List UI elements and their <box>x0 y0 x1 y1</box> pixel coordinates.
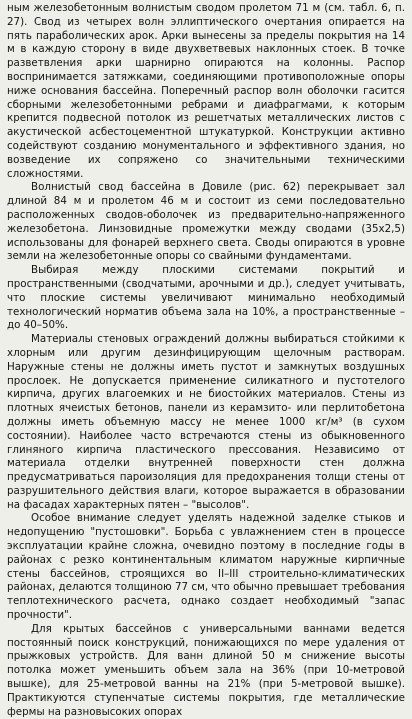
paragraph-1: ным железобетонным волнистым сводом пролетом 71 м (см. табл. 6, п. 27). Свод из четырех волн эллиптического очертания опирается на пять параболических арок. Арки вынесены за пределы покрытия на 14 м в каждую сторону в виде двухветвевых наклонных стоек. В точке разветвления арки шарнирно опираются на колонны. Распор воспринимается затяжками, соединяющими противоположные опоры ниже основания бассейна. Поперечный распор волн оболочки гасится сборными железобетонными ребрами и диафрагмами, к которым крепится подвесной потолок из решетчатых металлических листов с акустической асбестоцементной штукатуркой. Конструкции активно содействуют созданию монументального и эффективного здания, но возведение их сопряжено со значительными техническими сложностями. <box>7 2 405 180</box>
paragraph-3: Выбирая между плоскими системами покрытий и пространственными (сводчатыми, арочными и др.), следует учитывать, что плоские системы увеличивают минимально необходимый технологический норматив объема зала на 10%, а пространственные – до 40–50%. <box>7 264 405 332</box>
paragraph-5: Особое внимание следует уделять надежной заделке стыков и недопущению "пустошовки". Борьба с увлажнением стен в процессе эксплуатации крайне сложна, очевидно поэтому в последние годы в районах с резко континентальным климатом наружные кирпичные стены бассейнов, строящихся во II–III строительно-климатических районах, делаются толщиною 77 см, что обычно превышает требования теплотехнического расчета, однако создает необходимый "запас прочности". <box>7 512 405 622</box>
paragraph-6: Для крытых бассейнов с универсальными ваннами ведется постоянный поиск конструкций, понижающихся по мере удаления от прыжковых устройств. Для ванн длиной 50 м снижение высоты потолка может уменьшить объем зала на 36% (при 10-метровой вышке), для 25-метровой ванны на 21% (при 5-метровой вышке). Практикуются ступенчатые системы покрытия, где металлические фермы на разновысоких опорах <box>7 622 405 718</box>
paragraph-4: Материалы стеновых ограждений должны выбираться стойкими к хлорным или другим дезинфицирующим щелочным растворам. Наружные стены не должны иметь пустот и замкнутых воздушных прослоек. Не допускается применение силикатного и пустотелого кирпича, других влагоемких и не биостойких материалов. Стены из плотных ячеистых бетонов, панели из керамзито- или перлитобетона должны иметь объемную массу не менее 1000 кг/м³ (в сухом состоянии). Наиболее часто встречаются стены из обыкновенного глиняного кирпича пластического прессования. Независимо от материала отделки внутренней поверхности стен должна предусматриваться пароизоляция для предохранения толщи стены от разрушительного действия влаги, которое выражается в образовании на фасадах характерных пятен – "высолов". <box>7 333 405 511</box>
paragraph-2: Волнистый свод бассейна в Довиле (рис. 62) перекрывает зал длиной 84 м и пролетом 46 м и состоит из семи последовательно расположенных сводов-оболочек из предварительно-напряженного железобетона. Линзовидные промежутки между сводами (35х2,5) использованы для фонарей верхнего света. Своды опираются в уровне земли на железобетонные опоры со свайными фундаментами. <box>7 181 405 263</box>
